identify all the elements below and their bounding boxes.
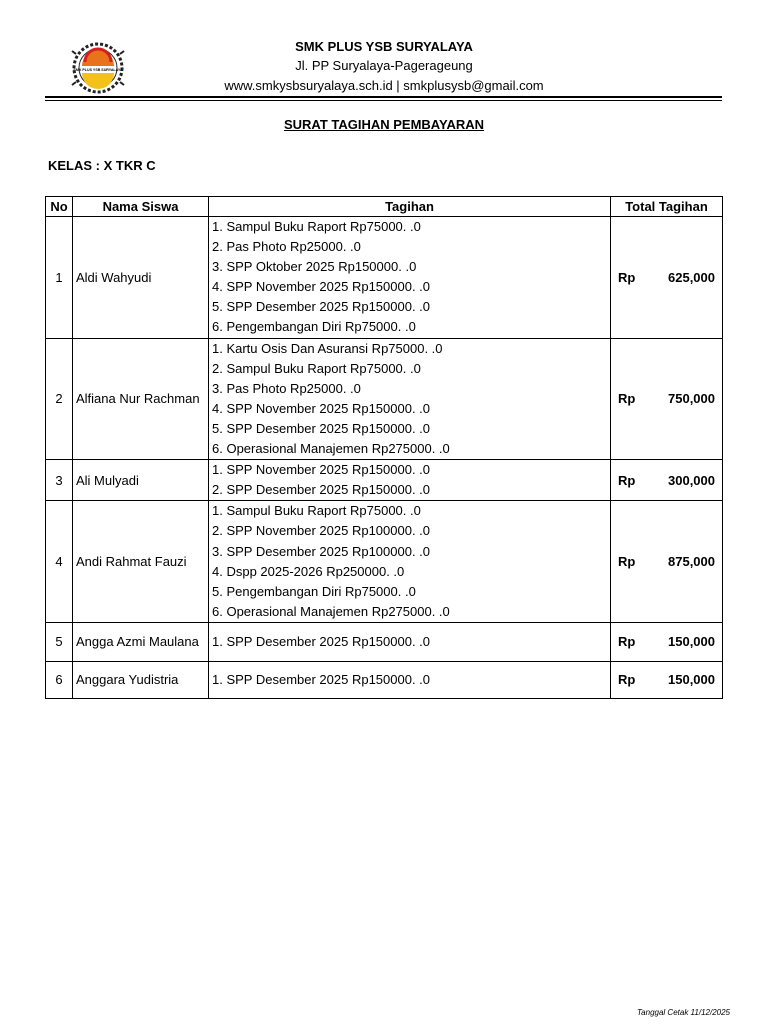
bill-item: 1. SPP Desember 2025 Rp150000. .0 [212, 633, 431, 649]
total-amount: 875,000 [668, 554, 715, 570]
bill-item: 6. Operasional Manajemen Rp275000. .0 [212, 603, 450, 619]
bill-item: 1. SPP Desember 2025 Rp150000. .0 [212, 671, 431, 687]
currency-label: Rp [618, 554, 636, 570]
school-contact: www.smkysbsuryalaya.sch.id | smkplusysb@gmail.com [224, 78, 544, 93]
print-date: Tanggal Cetak 11/12/2025 [637, 1008, 730, 1017]
student-name: Aldi Wahyudi [73, 217, 209, 339]
table-row [46, 338, 723, 460]
total-cell [611, 217, 723, 339]
student-name: Andi Rahmat Fauzi [73, 501, 209, 623]
bill-item: 4. Dspp 2025-2026 Rp250000. .0 [212, 563, 405, 579]
student-name: Anggara Yudistria [73, 661, 209, 698]
row-number: 1 [46, 217, 73, 339]
bill-item: 1. Sampul Buku Raport Rp75000. .0 [212, 219, 421, 234]
bill-item: 5. Pengembangan Diri Rp75000. .0 [212, 583, 416, 599]
table-row [46, 622, 723, 661]
row-number: 6 [46, 661, 73, 698]
school-address: Jl. PP Suryalaya-Pagerageung [295, 58, 473, 73]
row-number: 2 [46, 338, 73, 460]
total-cell [611, 661, 723, 698]
bill-items [209, 501, 611, 623]
logo-text: SMK PLUS YSB SURYALAYA [73, 68, 123, 72]
table-row [46, 217, 723, 339]
bill-item: 6. Pengembangan Diri Rp75000. .0 [212, 319, 416, 335]
header-no: No [46, 197, 73, 217]
bill-item: 5. SPP Desember 2025 Rp150000. .0 [212, 420, 431, 436]
bill-item: 3. Pas Photo Rp25000. .0 [212, 380, 361, 396]
bill-item: 6. Operasional Manajemen Rp275000. .0 [212, 441, 450, 457]
header-divider-thin [45, 100, 722, 101]
total-amount: 150,000 [668, 672, 715, 688]
bill-items [209, 460, 611, 501]
currency-label: Rp [618, 269, 636, 285]
currency-label: Rp [618, 472, 636, 488]
bill-items [209, 338, 611, 460]
student-name: Alfiana Nur Rachman [73, 338, 209, 460]
bill-item: 1. Kartu Osis Dan Asuransi Rp75000. .0 [212, 340, 443, 356]
bill-item: 1. SPP November 2025 Rp150000. .0 [212, 462, 431, 478]
total-cell [611, 622, 723, 661]
student-name: Ali Mulyadi [73, 460, 209, 501]
total-amount: 625,000 [668, 269, 715, 285]
document-title: SURAT TAGIHAN PEMBAYARAN [283, 117, 485, 132]
table-row [46, 501, 723, 623]
bill-item: 4. SPP November 2025 Rp150000. .0 [212, 400, 431, 416]
bill-item: 2. SPP Desember 2025 Rp150000. .0 [212, 482, 431, 498]
student-name: Angga Azmi Maulana [73, 622, 209, 661]
bill-item: 1. Sampul Buku Raport Rp75000. .0 [212, 503, 421, 519]
bill-item: 5. SPP Desember 2025 Rp150000. .0 [212, 299, 431, 315]
row-number: 4 [46, 501, 73, 623]
row-number: 5 [46, 622, 73, 661]
header-name: Nama Siswa [73, 197, 209, 217]
bill-item: 4. SPP November 2025 Rp150000. .0 [212, 279, 431, 295]
bill-item: 3. SPP Oktober 2025 Rp150000. .0 [212, 259, 417, 275]
total-cell [611, 338, 723, 460]
bill-items [209, 217, 611, 339]
letterhead [0, 38, 768, 96]
bill-items [209, 661, 611, 698]
total-cell [611, 501, 723, 623]
table-header-row [46, 197, 723, 217]
currency-label: Rp [618, 391, 636, 407]
class-label: KELAS : X TKR C [48, 158, 156, 173]
header-total: Total Tagihan [611, 197, 723, 217]
total-amount: 150,000 [668, 634, 715, 650]
bill-item: 2. SPP November 2025 Rp100000. .0 [212, 523, 431, 539]
total-cell [611, 460, 723, 501]
total-amount: 300,000 [668, 472, 715, 488]
bill-item: 2. Pas Photo Rp25000. .0 [212, 239, 361, 255]
bill-item: 3. SPP Desember 2025 Rp100000. .0 [212, 543, 431, 559]
header-items: Tagihan [209, 197, 611, 217]
bill-items [209, 622, 611, 661]
school-name: SMK PLUS YSB SURYALAYA [295, 39, 473, 54]
currency-label: Rp [618, 672, 636, 688]
billing-table [45, 196, 723, 699]
header-divider-thick [45, 96, 722, 98]
total-amount: 750,000 [668, 391, 715, 407]
row-number: 3 [46, 460, 73, 501]
table-row [46, 460, 723, 501]
bill-item: 2. Sampul Buku Raport Rp75000. .0 [212, 360, 421, 376]
table-row [46, 661, 723, 698]
currency-label: Rp [618, 634, 636, 650]
